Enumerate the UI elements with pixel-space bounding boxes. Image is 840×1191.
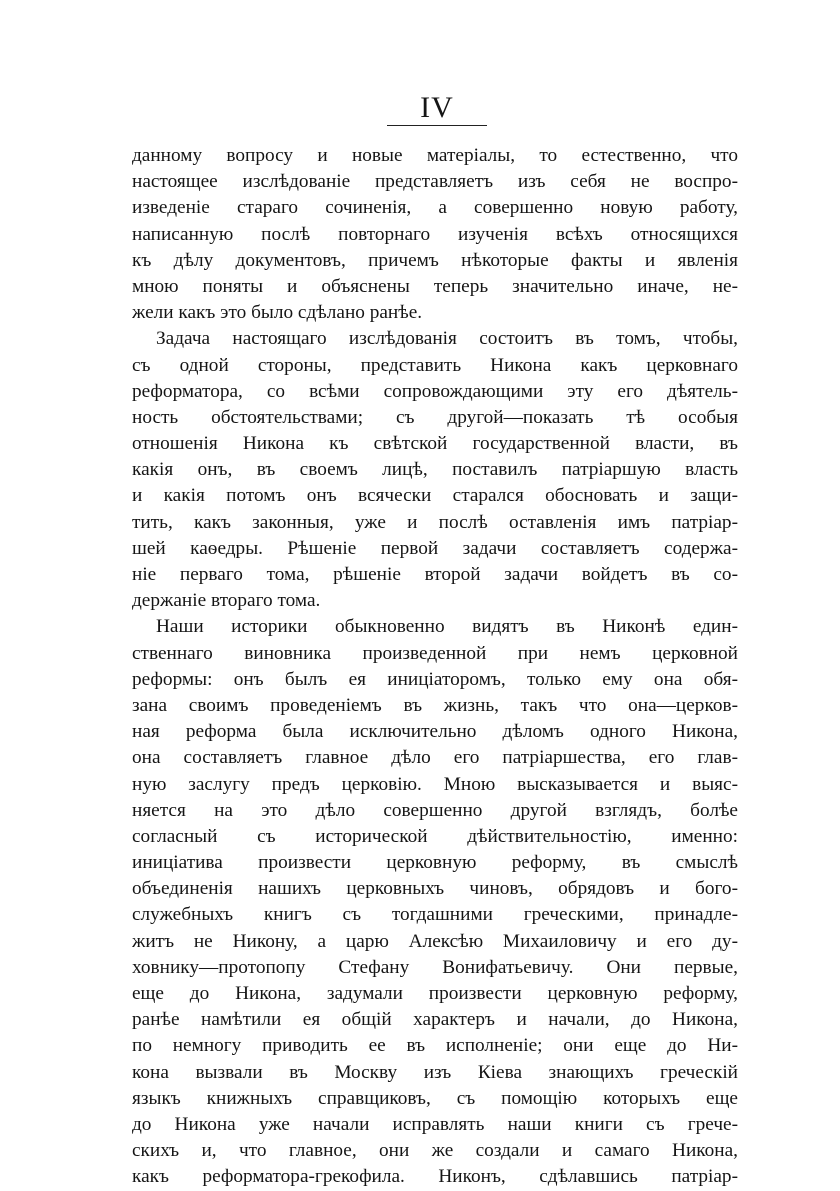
text-line: тить, какъ законныя, уже и послѣ оставленія имъ патріар- xyxy=(132,511,738,533)
text-line: житъ не Никону, а царю Алексѣю Михаиловичу и его ду- xyxy=(132,930,738,952)
text-line: ная реформа была исключительно дѣломъ одного Никона, xyxy=(132,721,738,743)
text-line: отношенія Никона къ свѣтской государственной власти, въ xyxy=(132,433,738,455)
text-line: жели какъ это было сдѣлано ранѣе. xyxy=(132,302,423,324)
text-line: служебныхъ книгъ съ тогдашними греческими, принадле- xyxy=(132,904,738,926)
page-number: IV xyxy=(420,91,454,124)
text-line: по немногу приводить ее въ исполненіе; они еще до Ни- xyxy=(132,1035,738,1057)
text-line: данному вопросу и новые матеріалы, то естественно, что xyxy=(132,145,738,166)
text-line: реформатора, со всѣми сопровождающими эту его дѣятель- xyxy=(132,380,738,402)
text-line: ность обстоятельствами; съ другой—показать тѣ особыя xyxy=(132,406,738,428)
text-line: объединенія нашихъ церковныхъ чиновъ, обрядовъ и бого- xyxy=(132,878,738,900)
text-line: скихъ и, что главное, они же создали и самаго Никона, xyxy=(132,1140,738,1162)
text-line: иниціатива произвести церковную реформу, въ смыслѣ xyxy=(132,852,738,874)
text-line: настоящее изслѣдованіе представляетъ изъ себя не воспро- xyxy=(132,171,738,193)
text-line: еще до Никона, задумали произвести церковную реформу, xyxy=(132,983,738,1004)
text-line: и какія потомъ онъ всячески старался обосновать и защи- xyxy=(132,485,738,507)
text-line: ную заслугу предъ церковію. Мною высказывается и выяс- xyxy=(132,773,738,795)
text-line: мною поняты и объяснены теперь значительно иначе, не- xyxy=(132,275,738,297)
text-line: ніе перваго тома, рѣшеніе второй задачи войдетъ въ со- xyxy=(132,564,738,585)
header-rule xyxy=(387,125,487,126)
text-line: реформы: онъ былъ ея иниціаторомъ, только ему она обя- xyxy=(132,668,738,690)
text-line: ственнаго виновника произведенной при немъ церковной xyxy=(132,642,738,664)
paragraph-start-line: Задача настоящаго изслѣдованія состоитъ въ томъ, чтобы, xyxy=(156,328,738,350)
text-line: зана своимъ проведеніемъ въ жизнь, такъ что она—церков- xyxy=(132,694,738,716)
text-line: няется на это дѣло совершенно другой взглядъ, болѣе xyxy=(132,799,738,821)
text-line: согласный съ исторической дѣйствительностію, именно: xyxy=(132,825,738,847)
text-line: какъ реформатора-грекофила. Никонъ, сдѣлавшись патріар- xyxy=(132,1166,738,1188)
paragraph-start-line: Наши историки обыкновенно видятъ въ Никонѣ един- xyxy=(156,616,738,638)
text-line: написанную послѣ повторнаго изученія всѣхъ относящихся xyxy=(132,223,738,245)
text-line: шей каѳедры. Рѣшеніе первой задачи составляетъ содержа- xyxy=(132,537,738,559)
text-line: къ дѣлу документовъ, причемъ нѣкоторые факты и явленія xyxy=(132,249,738,271)
text-line: до Никона уже начали исправлять наши книги съ грече- xyxy=(132,1113,738,1135)
text-line: ховнику—протопопу Стефану Вонифатьевичу. Они первые, xyxy=(132,956,738,978)
text-line: какія онъ, въ своемъ лицѣ, поставилъ патріаршую власть xyxy=(132,459,738,481)
text-line: ранѣе намѣтили ея общій характеръ и начали, до Никона, xyxy=(132,1009,738,1031)
body-text xyxy=(132,143,738,1191)
text-line: держаніе втораго тома. xyxy=(132,590,321,612)
text-line: языкъ книжныхъ справщиковъ, съ помощію которыхъ еще xyxy=(132,1087,738,1109)
text-line: кона вызвали въ Москву изъ Кіева знающихъ греческій xyxy=(132,1061,738,1083)
text-line: изведеніе стараго сочиненія, а совершенно новую работу, xyxy=(132,197,738,219)
text-line: она составляетъ главное дѣло его патріаршества, его глав- xyxy=(132,747,738,769)
text-line: съ одной стороны, представить Никона какъ церковнаго xyxy=(132,354,738,376)
